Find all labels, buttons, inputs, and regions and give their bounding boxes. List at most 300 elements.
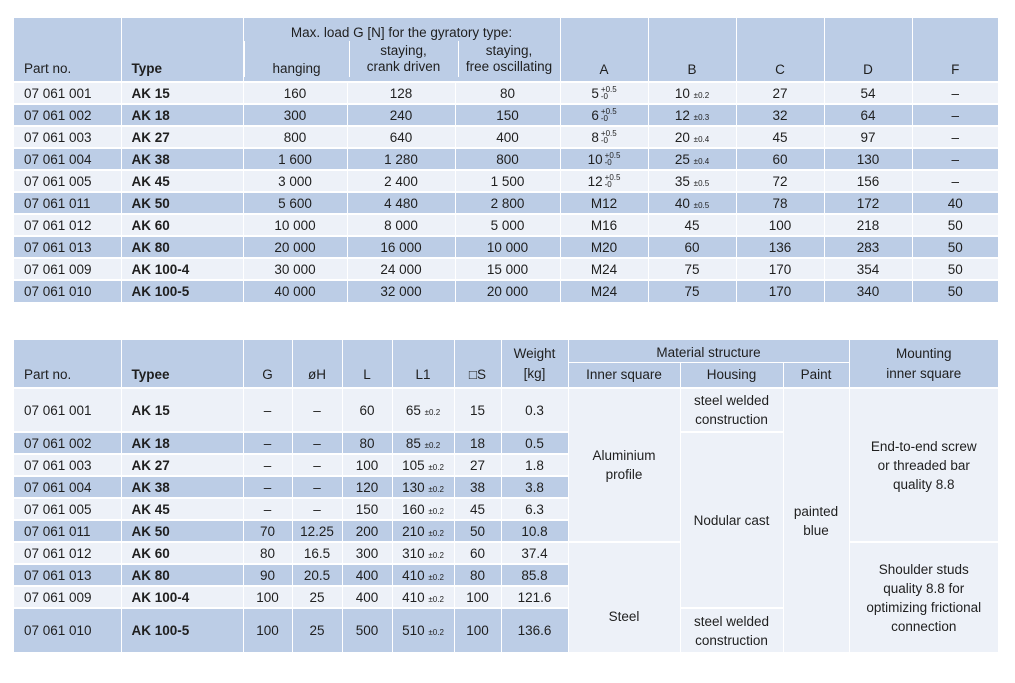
h-cell: – xyxy=(292,454,342,476)
free-oscillating-cell: 400 xyxy=(455,126,560,148)
dim-b-cell xyxy=(648,82,736,104)
l1-tolerance: ±0.2 xyxy=(424,407,441,417)
dim-b-value: 25 xyxy=(674,151,690,167)
dim-a-cell xyxy=(560,192,648,214)
part-no-cell: 07 061 002 xyxy=(14,104,121,126)
free-oscillating-cell: 5 000 xyxy=(455,214,560,236)
mount-top-line3: quality 8.8 xyxy=(892,476,955,492)
welded-top-line2: construction xyxy=(695,412,768,427)
paint-line1: painted xyxy=(793,503,839,519)
dim-c-cell: 136 xyxy=(736,236,824,258)
dim-a-tolerance xyxy=(601,86,617,100)
crank-driven-cell: 2 400 xyxy=(347,170,455,192)
crank-driven-cell: 16 000 xyxy=(347,236,455,258)
dim-b-cell xyxy=(648,214,736,236)
dim-d-cell: 97 xyxy=(824,126,912,148)
dim-b-value: 75 xyxy=(684,284,700,299)
part-no-cell: 07 061 004 xyxy=(14,148,121,170)
tol-lower: -0 xyxy=(600,135,609,145)
dim-b-value: 10 xyxy=(674,85,690,101)
type-cell: AK 18 xyxy=(121,104,243,126)
part-no-cell: 07 061 003 xyxy=(14,454,121,476)
col-header-h: øH xyxy=(292,340,342,388)
dim-d-cell: 283 xyxy=(824,236,912,258)
dim-a-value: M24 xyxy=(590,261,618,277)
g-cell: 100 xyxy=(243,586,292,608)
g-cell: 100 xyxy=(243,608,292,652)
load-table xyxy=(14,18,998,302)
dim-a-cell xyxy=(560,236,648,258)
dim-a-value: M20 xyxy=(590,239,618,255)
col-header-type-2: Typee xyxy=(121,340,243,388)
dim-f-cell: 40 xyxy=(912,192,998,214)
type-cell: AK 18 xyxy=(121,432,243,454)
l1-cell xyxy=(392,454,454,476)
weight-cell: 37.4 xyxy=(501,542,568,564)
h-cell: 20.5 xyxy=(292,564,342,586)
dim-c-cell: 60 xyxy=(736,148,824,170)
crank-driven-cell: 1 280 xyxy=(347,148,455,170)
col-header-type: Type xyxy=(121,18,243,82)
dim-a-tolerance xyxy=(605,174,621,188)
part-no-cell: 07 061 013 xyxy=(14,564,121,586)
dim-a-tolerance xyxy=(605,152,621,166)
mount-bottom-line3: optimizing frictional xyxy=(866,599,982,615)
col-header-l1: L1 xyxy=(392,340,454,388)
l1-value: 210 xyxy=(402,523,425,539)
free-oscillating-cell: 20 000 xyxy=(455,280,560,302)
l1-tolerance: ±0.2 xyxy=(428,550,444,560)
free-oscillating-cell: 150 xyxy=(455,104,560,126)
paint-line2: blue xyxy=(803,522,829,538)
l-cell: 100 xyxy=(342,454,392,476)
part-no-cell: 07 061 004 xyxy=(14,476,121,498)
l1-tolerance: ±0.2 xyxy=(428,484,444,494)
crank-driven-cell: 4 480 xyxy=(347,192,455,214)
dim-b-tolerance: ±0.4 xyxy=(693,156,710,166)
type-cell: AK 80 xyxy=(121,564,243,586)
table-row xyxy=(14,148,998,170)
type-cell: AK 100-4 xyxy=(121,258,243,280)
weight-line2: [kg] xyxy=(523,365,546,381)
g-cell: – xyxy=(243,432,292,454)
max-load-title: Max. load G [N] for the gyratory type: xyxy=(290,25,513,40)
dim-b-tolerance: ±0.2 xyxy=(693,90,710,100)
col-header-staying-free xyxy=(458,41,560,77)
dim-b-value: 40 xyxy=(674,195,690,211)
dim-b-tolerance: ±0.5 xyxy=(693,200,710,210)
part-no-cell: 07 061 009 xyxy=(14,586,121,608)
inner-square-aluminium xyxy=(568,388,680,542)
tol-lower: -0 xyxy=(600,91,609,101)
mounting-line2: inner square xyxy=(886,365,962,381)
h-cell: 25 xyxy=(292,608,342,652)
table-row xyxy=(14,82,998,104)
l1-cell xyxy=(392,432,454,454)
l1-cell xyxy=(392,608,454,652)
type-cell: AK 50 xyxy=(121,192,243,214)
part-no-cell: 07 061 002 xyxy=(14,432,121,454)
mount-bottom-line1: Shoulder studs xyxy=(878,561,969,577)
l1-tolerance: ±0.2 xyxy=(428,594,444,604)
housing-nodular: Nodular cast xyxy=(680,432,783,608)
col-header-b: B xyxy=(648,18,736,82)
dim-a-cell xyxy=(560,148,648,170)
paint-cell xyxy=(783,388,849,652)
hanging-cell: 20 000 xyxy=(243,236,347,258)
l-cell: 80 xyxy=(342,432,392,454)
dim-b-tolerance: ±0.5 xyxy=(693,178,710,188)
s-cell: 15 xyxy=(454,388,501,432)
l-cell: 200 xyxy=(342,520,392,542)
col-header-housing: Housing xyxy=(680,362,783,388)
h-cell: 12.25 xyxy=(292,520,342,542)
dim-d-cell: 354 xyxy=(824,258,912,280)
staying-crank-line2: crank driven xyxy=(366,59,441,74)
hanging-cell: 3 000 xyxy=(243,170,347,192)
l1-value: 105 xyxy=(402,457,425,473)
g-cell: – xyxy=(243,454,292,476)
l1-tolerance: ±0.2 xyxy=(428,572,444,582)
dim-c-cell: 170 xyxy=(736,258,824,280)
s-cell: 80 xyxy=(454,564,501,586)
h-cell: – xyxy=(292,388,342,432)
tol-upper: +0.5 xyxy=(600,106,617,116)
g-cell: 80 xyxy=(243,542,292,564)
dim-f-cell: – xyxy=(912,82,998,104)
h-cell: – xyxy=(292,476,342,498)
weight-cell: 85.8 xyxy=(501,564,568,586)
staying-free-line1: staying, xyxy=(485,43,533,58)
dim-a-value: M16 xyxy=(590,217,618,233)
aluminium-line2: profile xyxy=(605,467,643,482)
part-no-cell: 07 061 005 xyxy=(14,170,121,192)
col-header-c: C xyxy=(736,18,824,82)
dim-f-cell: – xyxy=(912,126,998,148)
welded-bottom-line1: steel welded xyxy=(693,613,770,629)
tol-upper: +0.5 xyxy=(604,172,621,182)
mount-top-line2: or threaded bar xyxy=(877,457,970,473)
dim-a-cell xyxy=(560,82,648,104)
table-row xyxy=(14,126,998,148)
dim-a-cell xyxy=(560,258,648,280)
col-header-part-no: Part no. xyxy=(14,18,121,82)
free-oscillating-cell: 1 500 xyxy=(455,170,560,192)
material-structure-header: Material structure xyxy=(568,340,849,362)
dim-f-cell: 50 xyxy=(912,258,998,280)
dim-b-cell xyxy=(648,104,736,126)
dim-c-cell: 78 xyxy=(736,192,824,214)
l1-value: 510 xyxy=(402,623,425,638)
l1-cell xyxy=(392,476,454,498)
col-header-paint: Paint xyxy=(783,362,849,388)
free-oscillating-cell: 80 xyxy=(455,82,560,104)
l1-tolerance: ±0.2 xyxy=(428,462,444,472)
part-no-cell: 07 061 001 xyxy=(14,388,121,432)
part-no-cell: 07 061 013 xyxy=(14,236,121,258)
l-cell: 400 xyxy=(342,564,392,586)
g-cell: 90 xyxy=(243,564,292,586)
mount-bottom-line4: connection xyxy=(891,618,957,634)
dim-d-cell: 340 xyxy=(824,280,912,302)
s-cell: 18 xyxy=(454,432,501,454)
dim-c-cell: 72 xyxy=(736,170,824,192)
tol-upper: +0.5 xyxy=(600,84,617,94)
g-cell: 70 xyxy=(243,520,292,542)
dim-b-cell xyxy=(648,126,736,148)
h-cell: 16.5 xyxy=(292,542,342,564)
type-cell: AK 15 xyxy=(121,82,243,104)
l1-tolerance: ±0.2 xyxy=(428,628,444,637)
weight-cell: 6.3 xyxy=(501,498,568,520)
staying-crank-line1: staying, xyxy=(380,43,427,58)
housing-welded-top xyxy=(680,388,783,432)
dim-b-value: 60 xyxy=(684,239,700,255)
l1-value: 160 xyxy=(402,501,425,517)
col-header-s: □S xyxy=(454,340,501,388)
dim-a-value: 5 xyxy=(591,85,599,101)
dim-b-value: 75 xyxy=(684,261,700,277)
g-cell: – xyxy=(243,388,292,432)
housing-welded-bottom xyxy=(680,608,783,652)
crank-driven-cell: 32 000 xyxy=(347,280,455,302)
table-row xyxy=(14,214,998,236)
col-header-weight xyxy=(501,340,568,388)
table-row xyxy=(14,258,998,280)
s-cell: 27 xyxy=(454,454,501,476)
dim-b-cell xyxy=(648,280,736,302)
free-oscillating-cell: 10 000 xyxy=(455,236,560,258)
l1-cell xyxy=(392,542,454,564)
type-cell: AK 45 xyxy=(121,498,243,520)
dim-a-cell xyxy=(560,280,648,302)
weight-cell: 121.6 xyxy=(501,586,568,608)
table-row xyxy=(14,192,998,214)
crank-driven-cell: 128 xyxy=(347,82,455,104)
hanging-cell: 1 600 xyxy=(243,148,347,170)
crank-driven-cell: 24 000 xyxy=(347,258,455,280)
type-cell: AK 100-5 xyxy=(121,280,243,302)
type-cell: AK 45 xyxy=(121,170,243,192)
tol-upper: +0.5 xyxy=(604,150,621,160)
dim-b-value: 12 xyxy=(674,107,690,123)
part-no-cell: 07 061 010 xyxy=(14,280,121,302)
type-cell: AK 38 xyxy=(121,476,243,498)
h-cell: – xyxy=(292,432,342,454)
type-cell: AK 100-4 xyxy=(121,586,243,608)
dim-b-value: 35 xyxy=(674,173,690,189)
dim-c-cell: 100 xyxy=(736,214,824,236)
col-header-part-no-2: Part no. xyxy=(14,340,121,388)
mounting-line1: Mounting xyxy=(895,345,952,361)
s-cell: 100 xyxy=(454,608,501,652)
l1-tolerance: ±0.2 xyxy=(424,440,441,450)
col-header-a: A xyxy=(560,18,648,82)
part-no-cell: 07 061 003 xyxy=(14,126,121,148)
dim-f-cell: 50 xyxy=(912,280,998,302)
dim-d-cell: 218 xyxy=(824,214,912,236)
table-row xyxy=(14,170,998,192)
dim-a-value: M12 xyxy=(590,195,618,211)
l1-value: 130 xyxy=(402,479,425,495)
dim-b-tolerance: ±0.4 xyxy=(693,134,710,144)
l-cell: 500 xyxy=(342,608,392,652)
weight-cell: 0.5 xyxy=(501,432,568,454)
type-cell: AK 27 xyxy=(121,454,243,476)
l1-value: 410 xyxy=(402,589,425,605)
dim-a-cell xyxy=(560,170,648,192)
dim-b-cell xyxy=(648,148,736,170)
part-no-cell: 07 061 010 xyxy=(14,608,121,652)
free-oscillating-cell: 2 800 xyxy=(455,192,560,214)
tol-upper: +0.5 xyxy=(600,128,617,138)
mounting-top xyxy=(849,388,998,542)
s-cell: 50 xyxy=(454,520,501,542)
l1-cell xyxy=(392,498,454,520)
welded-top-line1: steel welded xyxy=(693,393,770,408)
dim-a-tolerance xyxy=(601,108,617,122)
part-no-cell: 07 061 005 xyxy=(14,498,121,520)
col-header-l: L xyxy=(342,340,392,388)
mounting-bottom xyxy=(849,542,998,652)
weight-line1: Weight xyxy=(513,345,556,361)
crank-driven-cell: 8 000 xyxy=(347,214,455,236)
part-no-cell: 07 061 011 xyxy=(14,520,121,542)
weight-cell: 10.8 xyxy=(501,520,568,542)
free-oscillating-cell: 800 xyxy=(455,148,560,170)
type-cell: AK 60 xyxy=(121,214,243,236)
table-row xyxy=(14,388,998,432)
l-cell: 60 xyxy=(342,388,392,432)
dim-c-cell: 170 xyxy=(736,280,824,302)
dim-f-cell: – xyxy=(912,148,998,170)
dim-f-cell: 50 xyxy=(912,236,998,258)
part-no-cell: 07 061 009 xyxy=(14,258,121,280)
l1-value: 65 xyxy=(405,402,421,418)
type-cell: AK 100-5 xyxy=(121,608,243,652)
type-cell: AK 27 xyxy=(121,126,243,148)
g-cell: – xyxy=(243,498,292,520)
dim-d-cell: 64 xyxy=(824,104,912,126)
dim-a-cell xyxy=(560,214,648,236)
dim-b-cell xyxy=(648,170,736,192)
col-header-g: G xyxy=(243,340,292,388)
dim-b-value: 45 xyxy=(684,217,700,233)
l1-cell xyxy=(392,586,454,608)
l1-value: 85 xyxy=(405,435,421,451)
h-cell: 25 xyxy=(292,586,342,608)
dim-f-cell: 50 xyxy=(912,214,998,236)
dim-a-value: 10 xyxy=(587,151,603,167)
l1-tolerance: ±0.2 xyxy=(428,506,444,516)
h-cell: – xyxy=(292,498,342,520)
welded-bottom-line2: construction xyxy=(695,632,768,648)
crank-driven-cell: 240 xyxy=(347,104,455,126)
hanging-cell: 40 000 xyxy=(243,280,347,302)
s-cell: 45 xyxy=(454,498,501,520)
dim-b-tolerance: ±0.3 xyxy=(693,112,710,122)
table-row xyxy=(14,104,998,126)
type-cell: AK 38 xyxy=(121,148,243,170)
hanging-cell: 30 000 xyxy=(243,258,347,280)
hanging-cell: 5 600 xyxy=(243,192,347,214)
dimensions-table xyxy=(14,340,998,652)
dim-d-cell: 130 xyxy=(824,148,912,170)
mount-top-line1: End-to-end screw xyxy=(870,438,977,454)
hanging-cell: 800 xyxy=(243,126,347,148)
part-no-cell: 07 061 011 xyxy=(14,192,121,214)
hanging-cell: 160 xyxy=(243,82,347,104)
dim-a-value: 6 xyxy=(591,107,599,123)
part-no-cell: 07 061 001 xyxy=(14,82,121,104)
col-header-mounting xyxy=(849,340,998,388)
part-no-cell: 07 061 012 xyxy=(14,214,121,236)
l-cell: 120 xyxy=(342,476,392,498)
crank-driven-cell: 640 xyxy=(347,126,455,148)
dim-b-value: 20 xyxy=(674,129,690,145)
l1-tolerance: ±0.2 xyxy=(428,528,444,538)
col-header-f: F xyxy=(912,18,998,82)
dim-a-cell xyxy=(560,104,648,126)
dim-c-cell: 27 xyxy=(736,82,824,104)
s-cell: 60 xyxy=(454,542,501,564)
dim-b-cell xyxy=(648,258,736,280)
mount-bottom-line2: quality 8.8 for xyxy=(883,580,965,596)
free-oscillating-cell: 15 000 xyxy=(455,258,560,280)
dim-c-cell: 32 xyxy=(736,104,824,126)
weight-cell: 0.3 xyxy=(501,388,568,432)
tol-lower: -0 xyxy=(600,113,609,123)
part-no-cell: 07 061 012 xyxy=(14,542,121,564)
l1-value: 410 xyxy=(402,567,425,583)
l1-value: 310 xyxy=(402,545,425,561)
dim-c-cell: 45 xyxy=(736,126,824,148)
dim-d-cell: 172 xyxy=(824,192,912,214)
l1-cell xyxy=(392,388,454,432)
s-cell: 100 xyxy=(454,586,501,608)
l1-cell xyxy=(392,520,454,542)
type-cell: AK 80 xyxy=(121,236,243,258)
type-cell: AK 15 xyxy=(121,388,243,432)
tol-lower: -0 xyxy=(604,179,612,189)
dim-a-value: 8 xyxy=(591,129,599,145)
tol-lower: -0 xyxy=(604,157,612,167)
type-cell: AK 60 xyxy=(121,542,243,564)
dim-a-value: M24 xyxy=(590,284,618,299)
inner-square-steel: Steel xyxy=(568,542,680,652)
weight-cell: 3.8 xyxy=(501,476,568,498)
max-load-header xyxy=(243,18,560,82)
hanging-cell: 10 000 xyxy=(243,214,347,236)
table-row xyxy=(14,542,998,564)
l-cell: 300 xyxy=(342,542,392,564)
col-header-staying-crank xyxy=(349,41,458,77)
dim-a-cell xyxy=(560,126,648,148)
dim-f-cell: – xyxy=(912,170,998,192)
staying-free-line2: free oscillating xyxy=(465,59,553,74)
dim-b-cell xyxy=(648,236,736,258)
dim-a-tolerance xyxy=(601,130,617,144)
l-cell: 400 xyxy=(342,586,392,608)
weight-cell: 136.6 xyxy=(501,608,568,652)
dim-a-value: 12 xyxy=(587,173,603,189)
table-row xyxy=(14,236,998,258)
dim-b-cell xyxy=(648,192,736,214)
weight-cell: 1.8 xyxy=(501,454,568,476)
aluminium-line1: Aluminium xyxy=(592,448,656,463)
l1-cell xyxy=(392,564,454,586)
table-row xyxy=(14,280,998,302)
